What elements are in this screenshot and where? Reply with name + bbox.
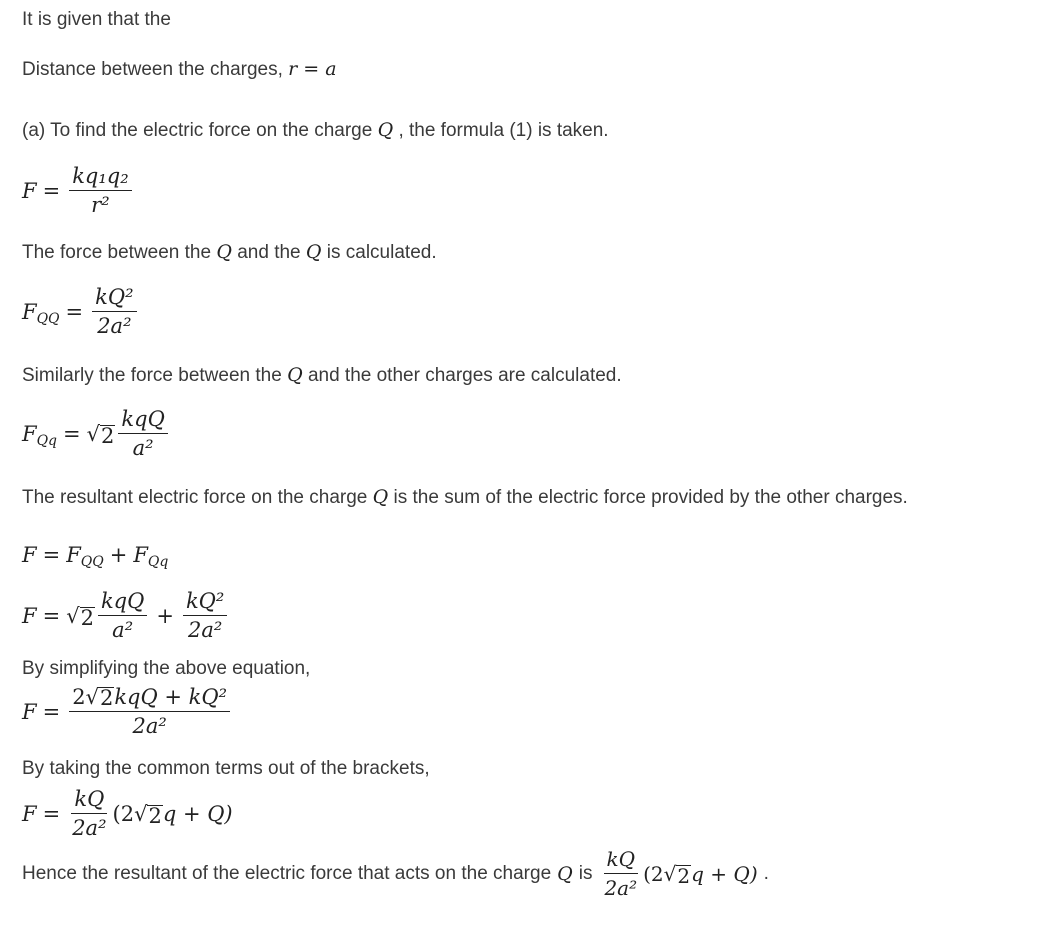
eq6-denominator: 2a² [132, 714, 167, 738]
eq3-equals: = [63, 421, 81, 446]
resultant-pre: The resultant electric force on the charge [22, 487, 368, 508]
conclusion-period: . [763, 862, 769, 884]
eq5-denominator-2: 2a² [187, 618, 223, 642]
eq3-sqrt: √ 2 [86, 421, 115, 448]
eq7-denominator: 2a² [72, 816, 107, 840]
eq6-equals: = [42, 699, 61, 724]
force-other-pre: Similarly the force between the [22, 365, 282, 386]
conclusion-equation [598, 848, 757, 899]
eq3-fraction [118, 408, 167, 459]
eq1-numerator: kq₁q₂ [69, 165, 131, 191]
eq6-numerator: 2 √ 2 kqQ + kQ² [69, 686, 230, 712]
force-other-q: Q [287, 364, 303, 386]
eq1-lhs: F [22, 178, 37, 203]
text-common-terms: By taking the common terms out of the brackets, [22, 758, 430, 779]
text-force-other [22, 363, 622, 388]
eq1-denominator: r² [91, 193, 110, 217]
eq8-fraction [601, 848, 640, 899]
eq5-fraction-2 [183, 590, 227, 641]
eq5-fraction-1 [98, 590, 147, 641]
text-force-qq [22, 240, 437, 265]
eq2-equals: = [65, 299, 84, 324]
equation-fqq [22, 286, 140, 337]
eq7-fraction [69, 788, 109, 839]
equation-factored [22, 788, 233, 839]
force-qq-post: is calculated. [326, 242, 437, 263]
eq3-lhs: $F_{Qq}$ [22, 421, 58, 449]
eq7-equals: = [42, 801, 61, 826]
eq4-term2: $F_{Qq}$ [133, 543, 169, 570]
conclusion-pre: Hence the resultant of the electric force that acts on the charge [22, 862, 552, 884]
text-given: It is given that the [22, 9, 171, 30]
eq7-paren-expression: (2 √ 2 q + Q) [112, 801, 233, 828]
eq4-lhs: F [22, 543, 37, 567]
force-other-post: and the other charges are calculated. [307, 365, 622, 386]
equation-expanded [22, 590, 230, 641]
eq8-paren-expression: (2 √ 2 q + Q) [643, 861, 758, 888]
eq6-fraction [69, 686, 230, 737]
eq5-numerator-2: kQ² [183, 590, 227, 616]
eq2-numerator: kQ² [92, 286, 136, 312]
eq4-plus: + [109, 543, 128, 567]
eq2-lhs: $F_{QQ}$ [22, 299, 60, 327]
eq3-numerator: kqQ [118, 408, 167, 434]
part-a-post: , the formula (1) is taken. [398, 120, 609, 141]
resultant-q: Q [372, 486, 389, 508]
force-qq-q1: Q [216, 241, 232, 263]
eq4-term1: $F_{QQ}$ [66, 543, 104, 570]
text-simplify: By simplifying the above equation, [22, 658, 311, 679]
conclusion-q: Q [557, 862, 573, 885]
eq5-sqrt: √ 2 [66, 603, 94, 630]
text-part-a [22, 118, 609, 143]
eq5-denominator-1: a² [112, 618, 134, 642]
eq7-lhs: F [22, 801, 37, 826]
eq8-denominator: 2a² [604, 876, 638, 900]
eq1-fraction [69, 165, 131, 216]
text-distance [22, 57, 337, 82]
eq8-numerator: kQ [604, 848, 639, 874]
force-qq-q2: Q [305, 241, 322, 263]
eq5-equals: = [42, 603, 61, 628]
equation-sum [22, 543, 169, 570]
eq5-numerator-1: kqQ [98, 590, 147, 616]
eq2-fraction [92, 286, 136, 337]
force-qq-pre: The force between the [22, 242, 212, 263]
conclusion-is: is [578, 862, 593, 884]
eq5-plus: + [156, 603, 174, 628]
resultant-post: is the sum of the electric force provided by the other charges. [393, 487, 908, 508]
eq6-lhs: F [22, 699, 37, 724]
eq1-equals: = [42, 178, 61, 203]
distance-label: Distance between the charges, [22, 59, 283, 80]
eq5-lhs: F [22, 603, 37, 628]
part-a-pre: (a) To find the electric force on the charge [22, 120, 373, 141]
part-a-charge: Q [377, 119, 394, 141]
equation-coulomb [22, 165, 135, 216]
eq3-denominator: a² [132, 436, 154, 460]
eq7-numerator: kQ [71, 788, 107, 814]
equation-simplified [22, 686, 233, 737]
text-conclusion [22, 848, 769, 899]
force-qq-mid: and the [237, 242, 301, 263]
eq2-denominator: 2a² [97, 314, 132, 338]
eq4-equals: = [42, 543, 61, 567]
equation-fqq-small [22, 408, 171, 459]
distance-math: r = a [288, 58, 337, 80]
text-resultant [22, 485, 908, 510]
